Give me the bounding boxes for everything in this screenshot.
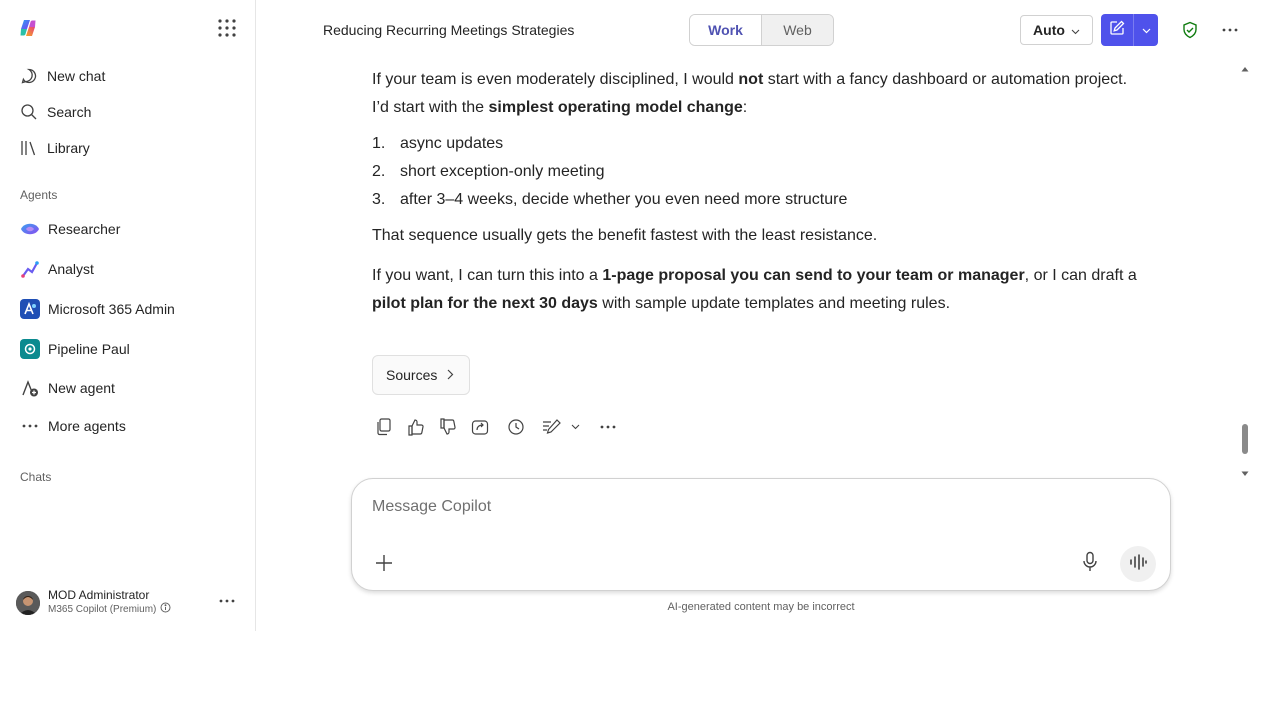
chat-title[interactable]: Reducing Recurring Meetings Strategies xyxy=(323,22,575,38)
model-selector-button[interactable] xyxy=(1020,15,1093,45)
app-launcher-icon[interactable] xyxy=(218,19,236,37)
agent-analyst-label: Analyst xyxy=(48,261,94,277)
chat-icon xyxy=(20,67,38,85)
scroll-up-arrow-icon[interactable] xyxy=(1240,60,1250,68)
analyst-icon xyxy=(20,259,40,279)
message-composer xyxy=(351,478,1171,591)
steps-list xyxy=(372,130,1142,214)
agent-more-agents-label: More agents xyxy=(48,418,126,434)
copilot-logo-icon[interactable] xyxy=(18,18,38,38)
chevron-down-icon[interactable] xyxy=(569,417,581,437)
more-icon xyxy=(20,416,40,436)
message-paragraph: That sequence usually gets the benefit fastest with the least resistance. xyxy=(372,227,878,244)
sources-button[interactable] xyxy=(372,355,470,395)
agent-researcher[interactable] xyxy=(20,217,120,241)
add-attachment-icon[interactable] xyxy=(374,553,394,573)
agent-pipeline-paul[interactable] xyxy=(20,337,130,361)
work-web-toggle xyxy=(689,14,834,46)
agent-more-agents[interactable] xyxy=(20,414,126,438)
list-number: 1. xyxy=(372,135,386,152)
toggle-web[interactable]: Web xyxy=(761,15,833,45)
agent-new-agent-label: New agent xyxy=(48,380,115,396)
chevron-right-icon xyxy=(447,367,454,383)
text-span: , or I can draft a xyxy=(1024,267,1137,284)
sources-label: Sources xyxy=(386,367,438,383)
pipeline-paul-icon xyxy=(20,339,40,359)
list-item xyxy=(372,130,1142,158)
scroll-down-arrow-icon[interactable] xyxy=(1240,465,1250,473)
nav-library[interactable] xyxy=(20,136,90,160)
user-name: MOD Administrator xyxy=(48,588,150,602)
text-span: If you want, I can turn this into a xyxy=(372,267,603,284)
compose-dropdown-button[interactable] xyxy=(1133,14,1158,46)
nav-search-label: Search xyxy=(47,104,92,120)
agent-analyst[interactable] xyxy=(20,257,94,281)
nav-new-chat[interactable] xyxy=(20,64,105,88)
user-plan: M365 Copilot (Premium) xyxy=(48,604,157,615)
share-icon[interactable] xyxy=(470,417,490,437)
message-input[interactable] xyxy=(372,495,1072,519)
new-chat-split-button xyxy=(1101,14,1158,46)
agent-m365-admin[interactable] xyxy=(20,297,175,321)
more-options-icon[interactable] xyxy=(1221,23,1239,37)
sidebar xyxy=(0,0,256,631)
voice-waveform-icon xyxy=(1129,553,1147,576)
bold-text: not xyxy=(738,71,764,88)
list-item xyxy=(372,158,1142,186)
microphone-icon[interactable] xyxy=(1080,551,1100,573)
bold-text: simplest operating model change xyxy=(488,99,743,116)
thumbs-down-icon[interactable] xyxy=(438,417,458,437)
nav-search[interactable] xyxy=(20,100,91,124)
text-span: : xyxy=(742,99,748,116)
thumbs-up-icon[interactable] xyxy=(406,417,426,437)
info-icon[interactable] xyxy=(160,602,171,618)
new-agent-icon xyxy=(20,378,40,398)
message-paragraph xyxy=(372,66,1142,122)
agent-m365-admin-label: Microsoft 365 Admin xyxy=(48,301,175,317)
rewrite-icon[interactable] xyxy=(541,417,563,437)
list-text: short exception-only meeting xyxy=(400,163,605,180)
search-icon xyxy=(20,103,38,121)
list-text: after 3–4 weeks, decide whether you even need more structure xyxy=(400,191,848,208)
avatar xyxy=(16,591,40,615)
text-span: If your team is even moderately disciplined, I would xyxy=(372,71,739,88)
shield-icon[interactable] xyxy=(1181,21,1199,39)
chevron-down-icon xyxy=(1142,21,1151,39)
compose-button[interactable] xyxy=(1101,14,1133,46)
model-selector-label: Auto xyxy=(1033,22,1065,38)
copy-icon[interactable] xyxy=(374,417,394,437)
nav-new-chat-label: New chat xyxy=(47,68,106,84)
bold-text: 1-page proposal you can send to your team or manager xyxy=(602,267,1025,284)
toggle-work[interactable]: Work xyxy=(690,15,761,45)
bold-text: pilot plan for the next 30 days xyxy=(372,295,598,312)
assistant-message xyxy=(372,66,1142,318)
list-number: 3. xyxy=(372,191,386,208)
user-profile[interactable] xyxy=(16,588,171,618)
chevron-down-icon xyxy=(1071,22,1080,38)
nav-library-label: Library xyxy=(47,140,90,156)
list-number: 2. xyxy=(372,163,386,180)
text-span: with sample update templates and meeting rules. xyxy=(597,295,951,312)
agent-new-agent[interactable] xyxy=(20,376,115,400)
scrollbar-thumb[interactable] xyxy=(1242,424,1248,454)
more-actions-icon[interactable] xyxy=(598,417,618,437)
chats-section-label: Chats xyxy=(20,470,52,484)
agent-pipeline-paul-label: Pipeline Paul xyxy=(48,341,130,357)
researcher-icon xyxy=(20,219,40,239)
text-span: start with a fancy dashboard or automation project. I’d start with the xyxy=(372,71,1128,116)
m365-admin-icon xyxy=(20,299,40,319)
voice-mode-button[interactable] xyxy=(1120,546,1156,582)
agents-section-label: Agents xyxy=(20,188,58,202)
history-icon[interactable] xyxy=(506,417,526,437)
compose-icon xyxy=(1109,20,1125,41)
message-paragraph xyxy=(372,262,1142,318)
list-text: async updates xyxy=(400,135,504,152)
library-icon xyxy=(20,139,38,157)
ai-disclaimer: AI-generated content may be incorrect xyxy=(667,601,855,613)
user-more-options-icon[interactable] xyxy=(218,594,236,608)
list-item xyxy=(372,186,1142,214)
agent-researcher-label: Researcher xyxy=(48,221,121,237)
